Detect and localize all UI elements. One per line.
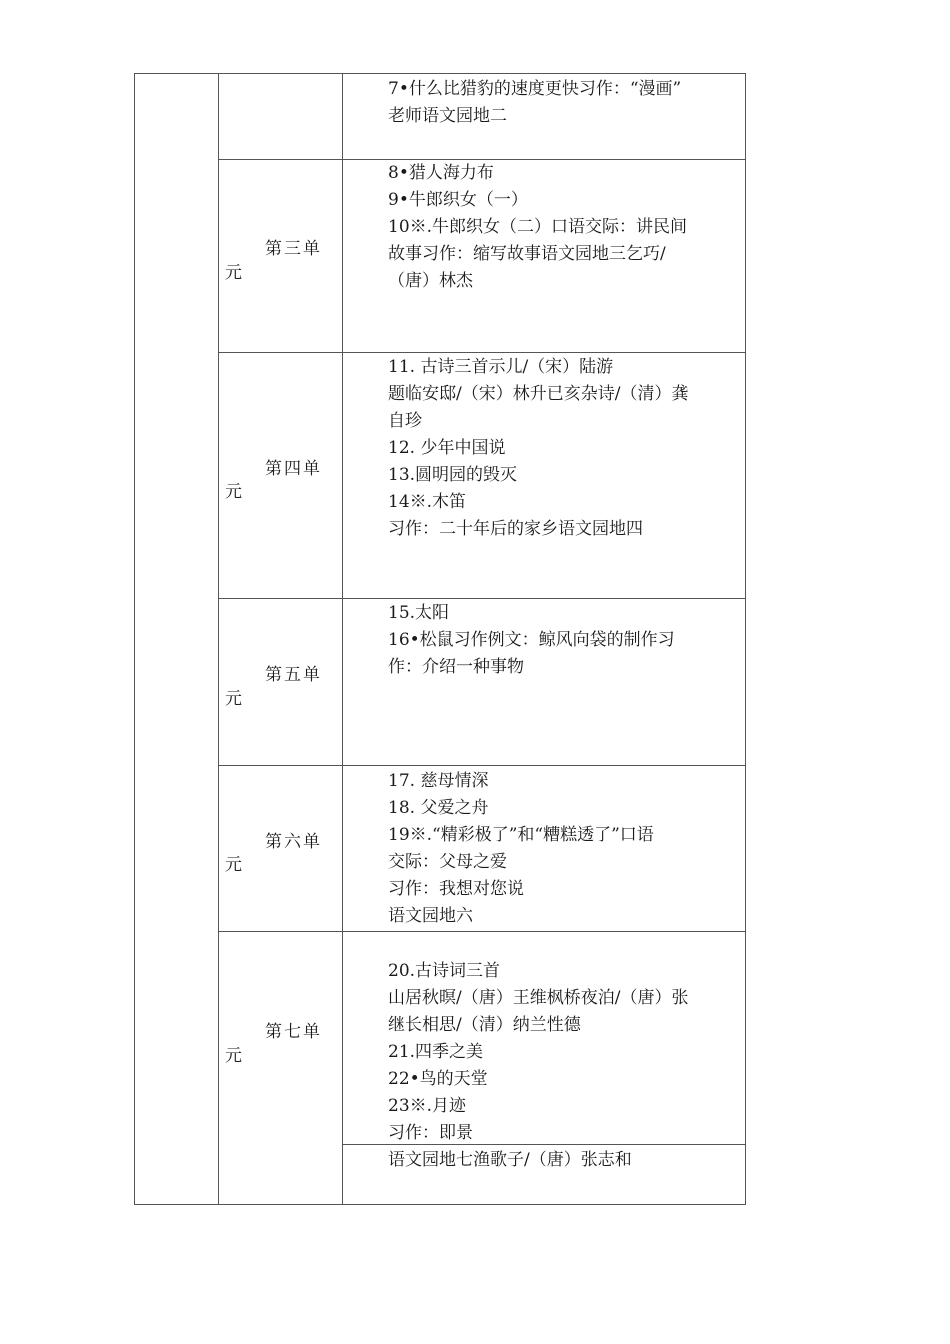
lesson-line: 语文园地七渔歌子/（唐）张志和 <box>388 1150 632 1170</box>
lesson-line: 9•牛郎织女（一） <box>388 190 528 210</box>
table-border-bottom <box>134 1204 746 1205</box>
lesson-list <box>388 76 738 130</box>
column-divider-2 <box>342 73 343 1205</box>
lesson-line: 习作：我想对您说 <box>388 879 524 899</box>
unit-label: 第六单 <box>265 832 322 852</box>
lesson-line: 山居秋暝/（唐）王维枫桥夜泊/（唐）张 <box>388 988 689 1008</box>
lesson-line: 交际：父母之爱 <box>388 852 507 872</box>
lesson-list <box>388 768 738 930</box>
lesson-line: 自珍 <box>388 411 422 431</box>
unit-label: 第七单 <box>265 1022 322 1042</box>
lesson-line: （唐）林杰 <box>388 271 473 291</box>
table-border-right <box>745 73 746 1205</box>
lesson-line: 21.四季之美 <box>388 1042 484 1062</box>
lesson-list <box>388 1147 738 1174</box>
lesson-line: 10※.牛郎织女（二）口语交际：讲民间 <box>388 217 688 237</box>
lesson-line: 16•松鼠习作例文：鲸风向袋的制作习 <box>388 630 675 650</box>
lesson-line: 老师语文园地二 <box>388 106 507 126</box>
lesson-line: 13.圆明园的毁灭 <box>388 465 518 485</box>
lesson-line: 习作：即景 <box>388 1123 473 1143</box>
lesson-line: 20.古诗词三首 <box>388 961 501 981</box>
row-divider <box>218 931 746 932</box>
lesson-line: 19※.“精彩极了”和“糟糕透了”口语 <box>388 825 654 845</box>
row-divider <box>218 598 746 599</box>
lesson-list <box>388 354 738 543</box>
lesson-line: 15.太阳 <box>388 603 450 623</box>
lesson-line: 题临安邸/（宋）林升已亥杂诗/（清）龚 <box>388 384 689 404</box>
lesson-line: 习作：二十年后的家乡语文园地四 <box>388 519 643 539</box>
lesson-line: 17. 慈母情深 <box>388 771 489 791</box>
row-divider <box>218 765 746 766</box>
unit-label: 第五单 <box>265 665 322 685</box>
lesson-line: 故事习作：缩写故事语文园地三乞巧/ <box>388 244 666 264</box>
table-border-top <box>134 73 746 74</box>
lesson-line: 14※.木笛 <box>388 492 467 512</box>
table-border-left <box>134 73 135 1205</box>
lesson-line: 语文园地六 <box>388 906 473 926</box>
lesson-line: 8•猎人海力布 <box>388 163 494 183</box>
lesson-line: 继长相思/（清）纳兰性德 <box>388 1015 581 1035</box>
lesson-line: 7•什么比猎豹的速度更快习作：“漫画” <box>388 79 682 99</box>
unit-label: 第三单 <box>265 239 322 259</box>
unit-label-tail: 元 <box>225 263 242 283</box>
unit-label: 第四单 <box>265 459 322 479</box>
lesson-list <box>388 958 738 1147</box>
lesson-line: 作：介绍一种事物 <box>388 657 524 677</box>
unit-label-tail: 元 <box>225 689 242 709</box>
unit-label-tail: 元 <box>225 482 242 502</box>
unit-label-tail: 元 <box>225 855 242 875</box>
lesson-line: 22•鸟的天堂 <box>388 1069 488 1089</box>
lesson-list <box>388 600 738 681</box>
lesson-list <box>388 160 738 295</box>
lesson-line: 11. 古诗三首示儿/（宋）陆游 <box>388 357 614 377</box>
column-divider-1 <box>218 73 219 1205</box>
lesson-line: 18. 父爱之舟 <box>388 798 489 818</box>
lesson-line: 12. 少年中国说 <box>388 438 506 458</box>
lesson-line: 23※.月迹 <box>388 1096 467 1116</box>
unit-label-tail: 元 <box>225 1046 242 1066</box>
row-divider <box>218 352 746 353</box>
